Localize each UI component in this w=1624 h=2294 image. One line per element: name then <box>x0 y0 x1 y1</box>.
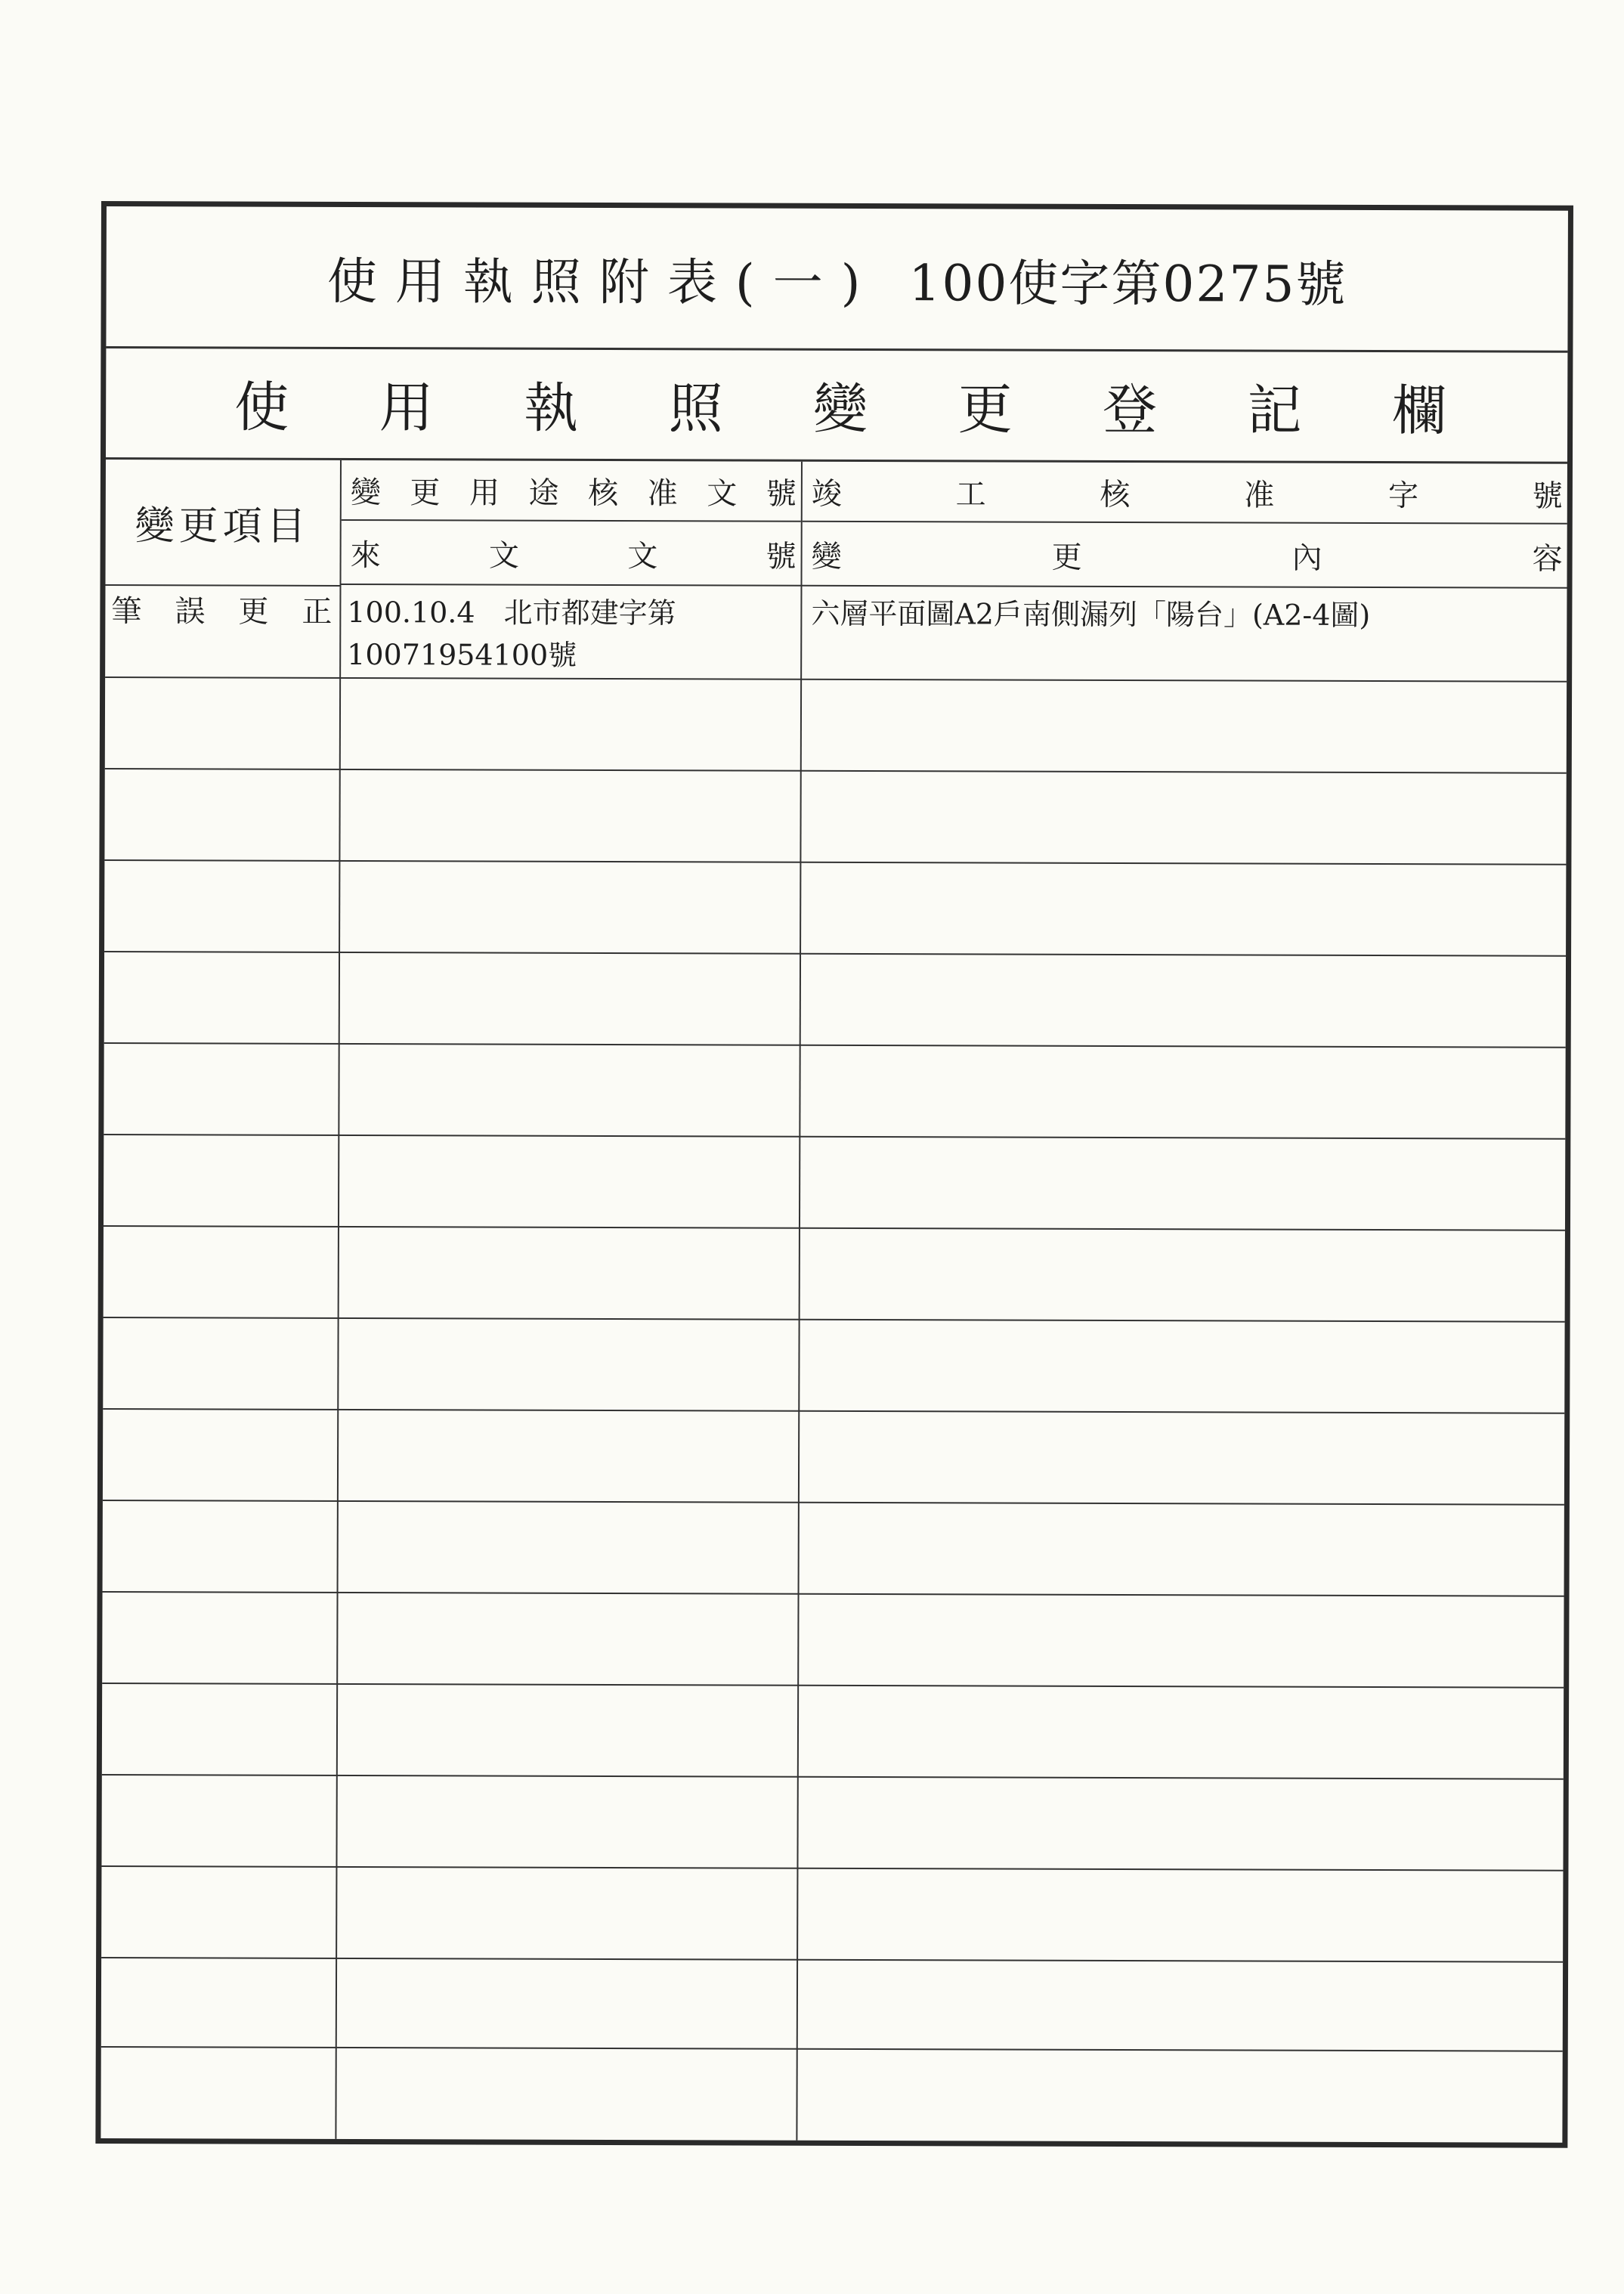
header-char: 字 <box>1387 478 1419 513</box>
header-char: 更 <box>410 475 441 510</box>
row-doc-line: 100.10.4 北市都建字第 <box>347 595 676 630</box>
header-char: 號 <box>1532 478 1563 514</box>
row-item-char: 誤 <box>175 594 206 630</box>
table-row <box>104 1135 1565 1231</box>
change-register-table <box>101 460 1567 2143</box>
table-row <box>104 1227 1565 1323</box>
table-row <box>103 1501 1564 1597</box>
header-char: 核 <box>1100 477 1131 512</box>
table-row <box>101 1775 1563 1871</box>
subtitle-char: 登 <box>1102 377 1158 441</box>
document-title: 使用執照附表(一) <box>326 252 879 313</box>
table-row <box>101 1867 1563 1963</box>
table-row <box>101 1958 1563 2052</box>
table-row <box>103 1318 1564 1414</box>
header-char: 文 <box>707 475 738 511</box>
table-row <box>102 1684 1564 1780</box>
header-char: 變 <box>350 475 381 510</box>
header-incoming-doc-number <box>341 522 800 587</box>
table-row <box>104 952 1566 1048</box>
subtitle-char: 照 <box>668 376 723 440</box>
header-change-item: 變更項目 <box>105 460 339 587</box>
header-completion-number <box>803 462 1567 525</box>
header-approval-number <box>342 460 801 522</box>
header-char: 文 <box>627 539 658 574</box>
header-char: 工 <box>955 476 986 512</box>
row-change-content: 六層平面圖A2戶南側漏列「陽台」(A2-4圖) <box>811 596 1371 632</box>
table-row <box>105 586 1567 683</box>
subtitle-char: 欄 <box>1391 378 1447 442</box>
subtitle-char: 更 <box>957 376 1013 441</box>
subtitle-char: 使 <box>234 375 289 439</box>
header-char: 准 <box>1244 477 1275 513</box>
row-item-char: 筆 <box>111 594 142 630</box>
permit-number: 100使字第0275號 <box>908 254 1347 314</box>
header-char: 核 <box>588 475 619 511</box>
subtitle-char: 記 <box>1247 378 1302 442</box>
row-item-char: 正 <box>302 594 333 630</box>
subtitle-char: 用 <box>379 375 434 439</box>
header-char: 號 <box>766 476 797 512</box>
header-char: 用 <box>469 475 500 511</box>
header-char: 文 <box>488 538 520 574</box>
section-subtitle <box>106 346 1567 464</box>
header-char: 變 <box>811 539 842 574</box>
header-char: 內 <box>1291 540 1322 576</box>
header-char: 途 <box>528 475 559 511</box>
table-row <box>105 678 1567 774</box>
permit-annex-form <box>95 201 1573 2148</box>
header-char: 准 <box>647 475 678 511</box>
table-row <box>103 1410 1564 1506</box>
subtitle-char: 變 <box>813 376 868 441</box>
header-char: 容 <box>1532 541 1563 577</box>
table-row <box>104 861 1566 957</box>
subtitle-char: 執 <box>524 376 579 440</box>
row-item-char: 更 <box>238 594 269 630</box>
header-change-content <box>802 524 1567 589</box>
table-row <box>102 1593 1564 1689</box>
header-char: 更 <box>1051 540 1082 575</box>
row-doc-line: 10071954100號 <box>347 637 577 672</box>
table-row <box>104 1044 1565 1140</box>
header-char: 來 <box>350 537 381 574</box>
header-char: 竣 <box>811 476 842 512</box>
row-doc-number <box>347 591 797 677</box>
table-row <box>104 769 1566 865</box>
header-char: 號 <box>766 539 797 574</box>
document-title-row <box>106 206 1568 353</box>
row-change-item <box>111 590 332 633</box>
